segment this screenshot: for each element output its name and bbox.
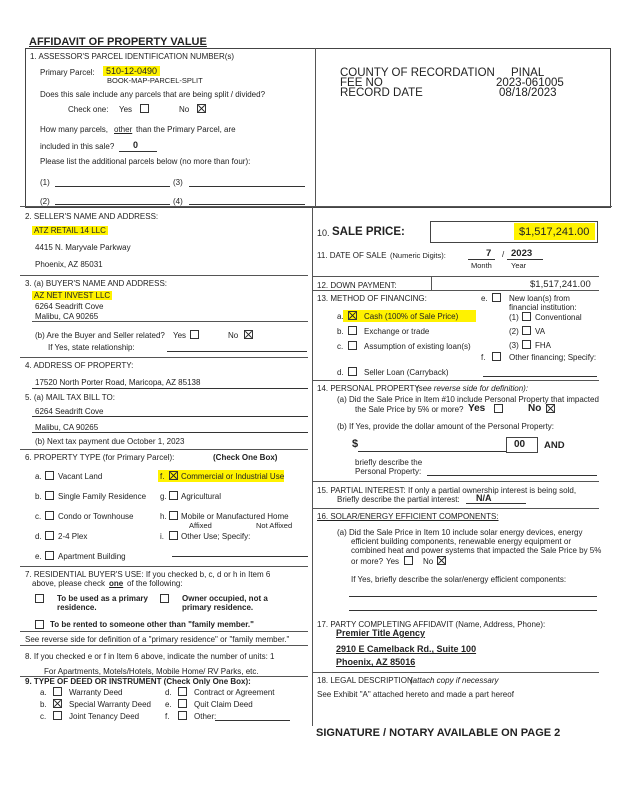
pp-no-checkbox[interactable] (546, 404, 555, 413)
preparer-addr1: 2910 E Camelback Rd., Suite 100 (336, 644, 477, 654)
deed-f-line[interactable] (215, 720, 290, 721)
divider (20, 449, 308, 450)
parcel-2-label: (2) (40, 197, 50, 206)
column-divider (312, 206, 313, 726)
parcel-4-label: (4) (173, 197, 183, 206)
pp-dollar: $ (352, 438, 359, 450)
month-label: Month (471, 261, 492, 270)
type-e-checkbox[interactable] (45, 551, 54, 560)
check-one-label: Check one: (68, 105, 109, 114)
included-value: 0 (133, 140, 139, 150)
type-g-checkbox[interactable] (169, 491, 178, 500)
parcel-1-label: (1) (40, 178, 50, 187)
s17-label: 17. PARTY COMPLETING AFFIDAVIT (Name, Address, Phone): (317, 620, 546, 629)
type-e-label: Apartment Building (58, 552, 126, 561)
pp-desc-1: briefly describe the (355, 458, 423, 467)
related-yes-label: Yes (173, 331, 187, 340)
cash-checkbox[interactable] (348, 311, 357, 320)
s16-label: 16. SOLAR/ENERGY EFFICIENT COMPONENTS: (317, 512, 499, 521)
type-i-label: Other Use; Specify: (181, 532, 251, 541)
row-divider (20, 206, 612, 207)
s9-label: 9. TYPE OF DEED OR INSTRUMENT (Check Only One Box): (25, 677, 251, 686)
pp-no-label: No (528, 403, 542, 414)
primary-parcel-sub: BOOK-MAP-PARCEL-SPLIT (107, 76, 203, 85)
new-loan-2: financial institution: (509, 303, 577, 312)
new-loan-checkbox[interactable] (492, 293, 501, 302)
cash-label: Cash (100% of Sale Price) (364, 312, 459, 321)
deed-e-checkbox[interactable] (178, 699, 187, 708)
property-address-line (32, 388, 308, 389)
fha-label: FHA (535, 341, 551, 350)
type-i-line[interactable] (172, 556, 308, 557)
s14-label: 14. PERSONAL PROPERTY (317, 384, 420, 393)
s7-label-2b: one (109, 579, 124, 588)
deed-c-checkbox[interactable] (53, 711, 62, 720)
s16-a3: combined heat and power systems that impacted the Sale Price by 5% (351, 546, 602, 555)
year-line (507, 259, 543, 260)
s1-label: 1. ASSESSOR'S PARCEL IDENTIFICATION NUMBER(s) (30, 52, 235, 61)
deed-b-checkbox[interactable] (53, 699, 62, 708)
deed-e-label: Quit Claim Deed (194, 700, 253, 709)
mail-line-2 (32, 432, 308, 433)
property-address: 17520 North Porter Road, Maricopa, AZ 85138 (35, 378, 201, 387)
pp-desc-2: Personal Property: (355, 467, 422, 476)
s14-a2: the Sale Price by 5% or more? (355, 405, 464, 414)
type-h-not-affixed: Not Affixed (256, 521, 293, 530)
s14-a1: (a) Did the Sale Price in Item #10 include Personal Property that impacted (337, 395, 599, 404)
year-label: Year (511, 261, 527, 270)
how-many-1: How many parcels, (40, 125, 109, 134)
sale-month: 7 (486, 248, 492, 259)
s15-label: 15. PARTIAL INTEREST: If only a partial ownership interest is being sold, (317, 486, 577, 495)
primary-parcel-label: Primary Parcel: (40, 68, 95, 77)
fha-checkbox[interactable] (522, 340, 531, 349)
use-owner-b: primary residence. (182, 603, 254, 612)
type-f-label: Commercial or Industrial Use (181, 472, 285, 481)
seller-name: ATZ RETAIL 14 LLC (34, 226, 106, 235)
divider (20, 357, 308, 358)
deed-d-checkbox[interactable] (178, 687, 187, 696)
other-financing-checkbox[interactable] (492, 352, 501, 361)
loan-1-num: (1) (509, 313, 519, 322)
divider (312, 672, 599, 673)
conventional-checkbox[interactable] (522, 312, 531, 321)
split-question: Does this sale include any parcels that are being split / divided? (40, 90, 266, 99)
exchange-label: Exchange or trade (364, 327, 430, 336)
s11-label: 11. DATE OF SALE (317, 251, 387, 260)
solar-no-checkbox[interactable] (437, 556, 446, 565)
s4-label: 4. ADDRESS OF PROPERTY: (25, 361, 134, 370)
parcel-2-line[interactable] (55, 204, 170, 205)
type-c-checkbox[interactable] (45, 511, 54, 520)
record-date-value: 08/18/2023 (499, 87, 557, 99)
s16-a2: efficient building components, renewable energy equipment or (351, 537, 571, 546)
divider (312, 290, 599, 291)
signature-note: SIGNATURE / NOTARY AVAILABLE ON PAGE 2 (316, 727, 561, 739)
top-divider (315, 48, 316, 206)
divider (312, 481, 599, 482)
solar-yes-checkbox[interactable] (404, 556, 413, 565)
type-f-checkbox[interactable] (169, 471, 178, 480)
s8-label: 8. If you checked e or f in Item 6 above, indicate the number of units: 1 (25, 652, 275, 661)
va-label: VA (535, 327, 546, 336)
parcel-3-line[interactable] (189, 186, 305, 187)
va-checkbox[interactable] (522, 326, 531, 335)
relationship-line[interactable] (167, 351, 307, 352)
s5-label: 5. (a) MAIL TAX BILL TO: (25, 393, 115, 402)
deed-f-checkbox[interactable] (178, 711, 187, 720)
form-title: AFFIDAVIT OF PROPERTY VALUE (29, 36, 207, 48)
related-yes-checkbox[interactable] (190, 330, 199, 339)
how-many-other: other (114, 125, 133, 134)
mail-line-1 (32, 416, 308, 417)
primary-parcel-value: 510-12-0490 (103, 66, 160, 76)
divider (20, 566, 308, 567)
s6-check: (Check One Box) (213, 453, 278, 462)
next-tax: (b) Next tax payment due October 1, 2023 (35, 437, 185, 446)
included-label: included in this sale? (40, 142, 115, 151)
type-c-label: Condo or Townhouse (58, 512, 134, 521)
other-financing-line[interactable] (483, 376, 597, 377)
s18-label: 18. LEGAL DESCRIPTION (317, 676, 413, 685)
s16-a4: or more? (351, 557, 384, 566)
partial-interest-line (466, 503, 526, 504)
included-line (119, 151, 157, 152)
split-yes-checkbox[interactable] (140, 104, 149, 113)
sale-year: 2023 (511, 248, 533, 259)
type-d-checkbox[interactable] (45, 531, 54, 540)
split-no-label: No (179, 105, 190, 114)
fee-value: 2023-061005 (496, 77, 564, 89)
pp-cents: 00 (514, 439, 526, 450)
use-owner-a: Owner occupied, not a (182, 594, 268, 603)
related-no-label: No (228, 331, 239, 340)
county-label: COUNTY OF RECORDATION (340, 67, 495, 79)
preparer-addr2: Phoenix, AZ 85016 (336, 657, 416, 667)
deed-c-label: Joint Tenancy Deed (69, 712, 140, 721)
record-date-label: RECORD DATE (340, 87, 423, 99)
s14-label-i: (see reverse side for definition): (416, 384, 529, 393)
parcel-1-line[interactable] (55, 186, 170, 187)
loan-3-num: (3) (509, 341, 519, 350)
pp-yes-checkbox[interactable] (494, 404, 503, 413)
exchange-checkbox[interactable] (348, 326, 357, 335)
deed-f-label: Other: (194, 712, 217, 721)
pp-amount-line[interactable] (358, 451, 506, 452)
s12-label: 12. DOWN PAYMENT: (317, 281, 397, 290)
deed-a-checkbox[interactable] (53, 687, 62, 696)
s15-sub: Briefly describe the partial interest: (337, 495, 460, 504)
s18-see: See Exhibit "A" attached hereto and made a part hereof (317, 690, 514, 699)
s6-label: 6. PROPERTY TYPE (for Primary Parcel): (25, 453, 175, 462)
s16-desc: If Yes, briefly describe the solar/energy efficient components: (351, 575, 567, 584)
s7-label-1: 7. RESIDENTIAL BUYER'S USE: If you checked b, c, d or h in Item 6 (25, 570, 271, 579)
type-b-label: Single Family Residence (58, 492, 147, 501)
deed-a-label: Warranty Deed (69, 688, 123, 697)
divider (20, 631, 308, 632)
deed-d-label: Contract or Agreement (194, 688, 275, 697)
mail-addr1: 6264 Seadrift Cove (35, 407, 104, 416)
divider (20, 645, 308, 646)
s11-digits: (Numeric Digits): (390, 251, 446, 260)
use-primary-checkbox[interactable] (35, 594, 44, 603)
solar-line-2[interactable] (349, 610, 597, 611)
type-i-checkbox[interactable] (169, 531, 178, 540)
type-a-checkbox[interactable] (45, 471, 54, 480)
month-line (468, 259, 495, 260)
seller-loan-label: Seller Loan (Carryback) (364, 368, 449, 377)
seller-addr1: 4415 N. Maryvale Parkway (35, 243, 131, 252)
s16-a1: (a) Did the Sale Price in Item 10 include solar energy devices, energy (337, 528, 583, 537)
parcel-4-line[interactable] (189, 204, 305, 205)
use-rented-checkbox[interactable] (35, 620, 44, 629)
preparer-name: Premier Title Agency (336, 628, 426, 638)
s10-num: 10. (317, 228, 330, 238)
use-primary-b: residence. (57, 603, 97, 612)
buyer-addr2: Malibu, CA 90265 (35, 312, 99, 321)
solar-yes-label: Yes (386, 557, 400, 566)
type-d-label: 2-4 Plex (58, 532, 88, 541)
use-primary-a: To be used as a primary (57, 594, 148, 603)
s8-sub: For Apartments, Motels/Hotels, Mobile Home/ RV Parks, etc. (44, 667, 259, 676)
type-b-checkbox[interactable] (45, 491, 54, 500)
split-no-checkbox[interactable] (197, 104, 206, 113)
partial-interest-value: N/A (476, 493, 492, 503)
s7-label-2c: of the following: (127, 579, 183, 588)
s18-label-i: (attach copy if necessary (410, 676, 499, 685)
list-label: Please list the additional parcels below (no more than four): (40, 157, 251, 166)
split-yes-label: Yes (119, 105, 133, 114)
loan-2-num: (2) (509, 327, 519, 336)
pp-desc-line[interactable] (427, 475, 597, 476)
solar-line-1[interactable] (349, 596, 597, 597)
assumption-checkbox[interactable] (348, 341, 357, 350)
mail-addr2: Malibu, CA 90265 (35, 423, 99, 432)
type-h-checkbox[interactable] (169, 511, 178, 520)
other-financing-label: Other financing; Specify: (509, 353, 597, 362)
how-many-2: than the Primary Parcel, are (136, 125, 236, 134)
divider (312, 276, 599, 277)
type-g-label: Agricultural (181, 492, 222, 501)
buyer-addr1: 6264 Seadrift Cove (35, 302, 104, 311)
use-owner-checkbox[interactable] (160, 594, 169, 603)
type-h-label: Mobile or Manufactured Home (181, 512, 289, 521)
pp-and: AND (544, 440, 565, 451)
s14-b: (b) If Yes, provide the dollar amount of the Personal Property: (337, 422, 555, 431)
pp-yes-label: Yes (468, 403, 486, 414)
s7-label-2a: above, please check (32, 579, 105, 588)
related-question: (b) Are the Buyer and Seller related? (35, 331, 165, 340)
divider (32, 321, 308, 322)
related-no-checkbox[interactable] (244, 330, 253, 339)
divider (312, 380, 599, 381)
s10-label: SALE PRICE: (332, 226, 405, 238)
date-slash: / (502, 250, 505, 259)
type-a-label: Vacant Land (58, 472, 103, 481)
type-h-affixed: Affixed (189, 521, 212, 530)
down-payment-value: $1,517,241.00 (530, 279, 591, 290)
conventional-label: Conventional (535, 313, 582, 322)
solar-no-label: No (423, 557, 434, 566)
assumption-label: Assumption of existing loan(s) (364, 342, 471, 351)
s3-label: 3. (a) BUYER'S NAME AND ADDRESS: (25, 279, 168, 288)
seller-loan-checkbox[interactable] (348, 367, 357, 376)
new-loan-1: New loan(s) from (509, 294, 570, 303)
sale-price-value: $1,517,241.00 (519, 226, 590, 238)
deed-b-label: Special Warranty Deed (69, 700, 151, 709)
county-value: PINAL (511, 67, 545, 79)
parcel-3-label: (3) (173, 178, 183, 187)
divider (431, 276, 432, 290)
seller-addr2: Phoenix, AZ 85031 (35, 260, 103, 269)
buyer-name: AZ NET INVEST LLC (34, 291, 111, 300)
divider (20, 275, 308, 276)
use-rented-label: To be rented to someone other than "family member." (50, 620, 254, 629)
s2-label: 2. SELLER'S NAME AND ADDRESS: (25, 212, 159, 221)
divider (312, 508, 599, 509)
s7-see: See reverse side for definition of a "primary residence" or "family member." (25, 635, 290, 644)
relationship-label: If Yes, state relationship: (48, 343, 135, 352)
fee-label: FEE NO (340, 77, 383, 89)
s13-label: 13. METHOD OF FINANCING: (317, 294, 427, 303)
